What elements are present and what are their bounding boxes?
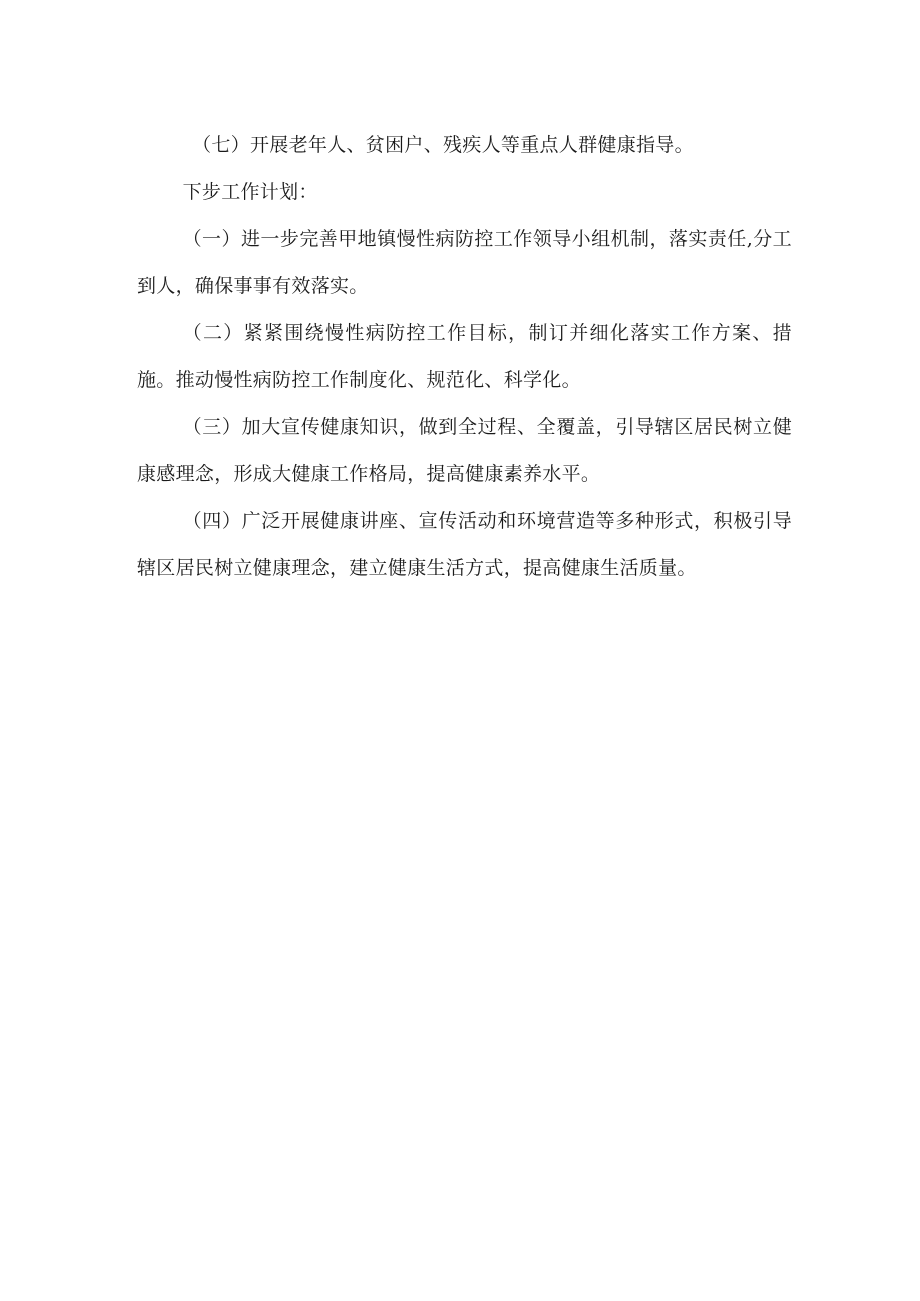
section-heading-next-steps: 下步工作计划： xyxy=(182,181,318,203)
paragraph-plan-4: （四）广泛开展健康讲座、宣传活动和环境营造等多种形式，积极引导辖区居民树立健康理念，建立健康生活方式，提高健康生活质量。 xyxy=(137,510,792,579)
document-body xyxy=(137,122,792,592)
paragraph-plan-2: （二）紧紧围绕慢性病防控工作目标，制订并细化落实工作方案、措施。推动慢性病防控工作制度化、规范化、科学化。 xyxy=(137,322,792,391)
paragraph-elderly-guidance: （七）开展老年人、贫困户、残疾人等重点人群健康指导。 xyxy=(192,134,694,156)
paragraph-plan-3: （三）加大宣传健康知识，做到全过程、全覆盖，引导辖区居民树立健康感理念，形成大健康工作格局，提高健康素养水平。 xyxy=(137,416,792,485)
paragraph-plan-1: （一）进一步完善甲地镇慢性病防控工作领导小组机制，落实责任,分工到人，确保事事有效落实。 xyxy=(137,228,792,297)
